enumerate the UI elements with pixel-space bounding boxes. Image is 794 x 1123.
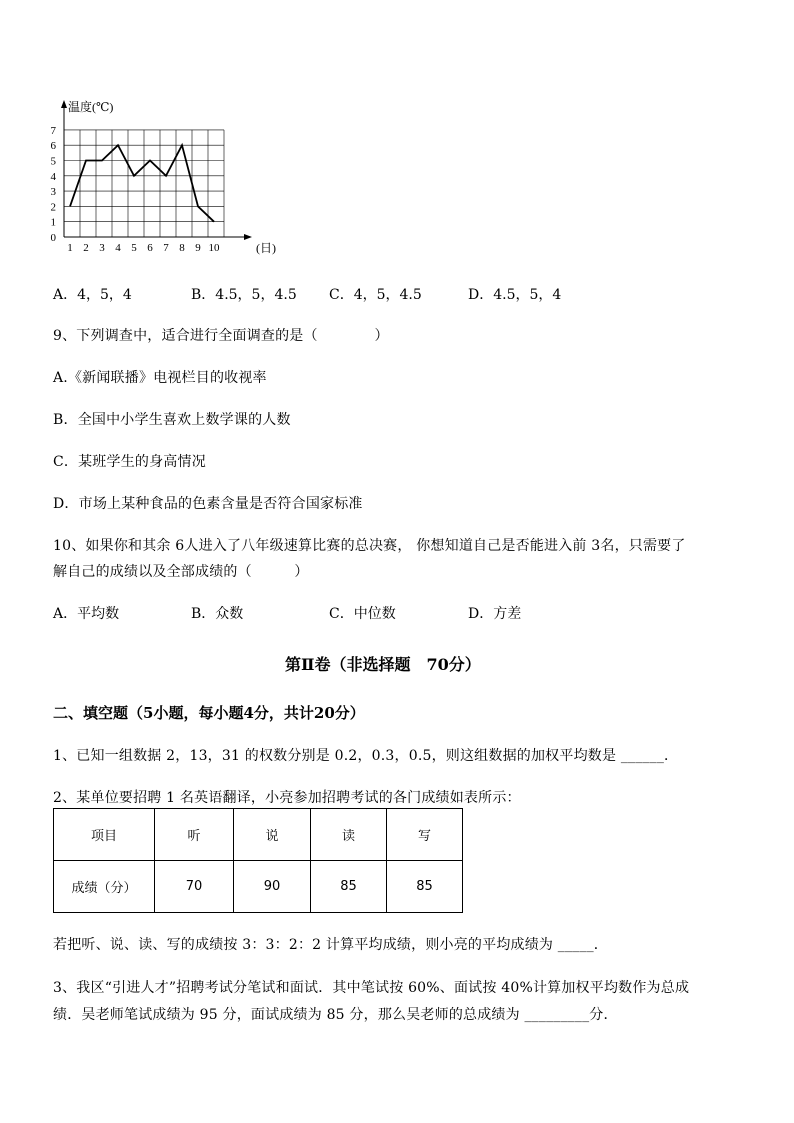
x-axis-label: (日) [256, 241, 276, 255]
fill2-after: 若把听、说、读、写的成绩按 3：3：2：2 计算平均成绩，则小亮的平均成绩为 _____． [53, 937, 608, 953]
scores-table [53, 808, 463, 913]
table-row [54, 861, 463, 913]
x-tick-label: 4 [115, 242, 121, 254]
y-tick-label: 1 [50, 216, 56, 229]
fill3-line2: 绩．吴老师笔试成绩为 95 分，面试成绩为 85 分，那么吴老师的总成绩为 _________分． [53, 1007, 618, 1023]
y-tick-label: 0 [50, 232, 56, 244]
table-header-cell: 写 [387, 809, 463, 861]
q8-option-c: C．4，5，4.5 [329, 287, 422, 303]
q8-option-a: A．4，5，4 [53, 287, 132, 303]
q10-option-c: C．中位数 [329, 606, 396, 622]
x-tick-labels [67, 242, 220, 254]
x-tick-label: 10 [208, 242, 220, 254]
q10-option-d: D．方差 [468, 606, 522, 622]
q10-stem-line2: 解自己的成绩以及全部成绩的（ ） [53, 564, 309, 580]
x-tick-label: 1 [67, 242, 73, 254]
y-tick-label: 3 [50, 186, 56, 199]
q8-option-d: D．4.5，5，4 [468, 287, 562, 303]
x-tick-label: 9 [195, 242, 201, 254]
x-tick-label: 5 [131, 242, 137, 254]
q9-option-c: C．某班学生的身高情况 [53, 454, 206, 470]
x-tick-label: 2 [83, 242, 89, 254]
section2-title: 二、填空题（5小题，每小题4分，共计20分） [53, 704, 365, 722]
fill3-line1: 3、我区“引进人才”招聘考试分笔试和面试．其中笔试按 60%、面试按 40%计算加权平均数作为总成 [53, 980, 690, 996]
table-header-row [54, 809, 463, 861]
fill1-question: 1、已知一组数据 2，13，31 的权数分别是 0.2，0.3，0.5，则这组数据的加权平均数是 ______． [53, 748, 679, 764]
table-header-cell: 项目 [54, 809, 155, 861]
series-line [70, 145, 214, 222]
q9-option-b: B．全国中小学生喜欢上数学课的人数 [53, 412, 291, 428]
y-tick-label: 4 [50, 170, 56, 183]
chart-axes [61, 100, 252, 240]
part2-title: 第Ⅱ卷（非选择题 70分） [285, 655, 481, 674]
y-axis-label: 温度(℃) [68, 100, 114, 114]
y-tick-labels [51, 125, 57, 244]
q8-option-b: B．4.5，5，4.5 [191, 287, 297, 303]
table-header-cell: 读 [311, 809, 387, 861]
x-axis-arrow [244, 234, 252, 240]
q10-stem-line1: 10、如果你和其余 6人进入了八年级速算比赛的总决赛， 你想知道自己是否能进入前 3名，只需要了 [53, 538, 686, 554]
table-cell: 90 [234, 861, 311, 913]
q9-stem: 9、下列调查中，适合进行全面调查的是（ ） [53, 328, 389, 344]
q10-option-a: A．平均数 [53, 606, 120, 622]
y-tick-label: 5 [50, 155, 56, 168]
x-tick-label: 3 [99, 242, 105, 254]
temperature-line-chart [40, 95, 290, 260]
x-tick-label: 6 [147, 242, 153, 254]
table-cell: 85 [311, 861, 387, 913]
y-axis-arrow [61, 100, 67, 108]
y-tick-label: 7 [50, 124, 56, 137]
q10-option-b: B．众数 [191, 606, 244, 622]
q9-option-d: D．市场上某种食品的色素含量是否符合国家标准 [53, 496, 363, 512]
table-cell: 85 [387, 861, 463, 913]
q9-option-a: A.《新闻联播》电视栏目的收视率 [53, 370, 267, 386]
y-tick-label: 2 [50, 201, 56, 214]
table-cell: 成绩（分） [54, 861, 155, 913]
table-header-cell: 听 [155, 809, 234, 861]
fill2-stem: 2、某单位要招聘 1 名英语翻译，小亮参加招聘考试的各门成绩如表所示： [53, 790, 521, 806]
chart-grid [64, 130, 224, 237]
y-tick-label: 6 [50, 140, 56, 153]
x-tick-label: 7 [163, 242, 169, 254]
x-tick-label: 8 [179, 242, 185, 254]
table-cell: 70 [155, 861, 234, 913]
table-header-cell: 说 [234, 809, 311, 861]
